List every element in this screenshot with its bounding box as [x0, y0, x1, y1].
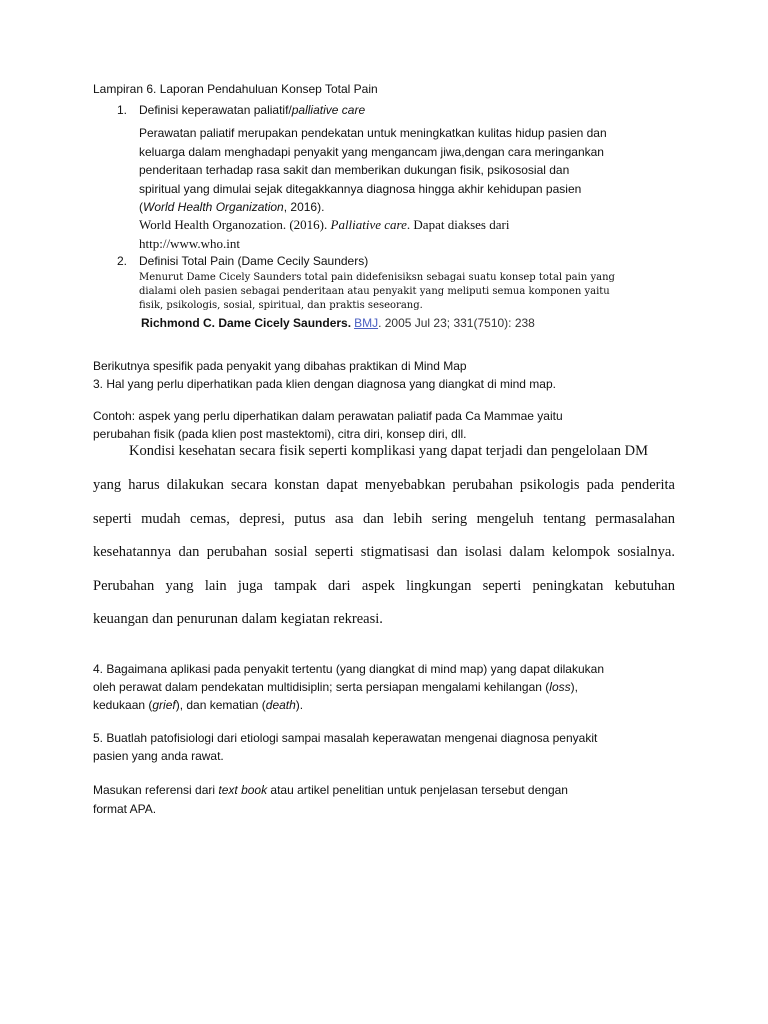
paragraph-line: Perubahan yang lain juga tampak dari aspek lingkungan seperti peningkatan kebutuhan — [93, 578, 675, 594]
item2-number: 2. — [117, 254, 128, 268]
item2-body-line: dialami oleh pasien sebagai penderitaan atau penyakit yang meliputi semua komponen yaitu — [139, 286, 610, 297]
item4-line: 4. Bagaimana aplikasi pada penyakit tertentu (yang diangkat di mind map) yang dapat dilakukan — [93, 662, 604, 676]
bmj-link[interactable]: BMJ — [354, 316, 379, 330]
item1-title-italic: palliative care — [291, 103, 366, 117]
paragraph-line: Kondisi kesehatan secara fisik seperti komplikasi yang dapat terjadi dan pengelolaan DM — [129, 443, 649, 459]
item5-line: 5. Buatlah patofisiologi dari etiologi sampai masalah keperawatan mengenai diagnosa penyakit — [93, 731, 598, 745]
item1-number: 1. — [117, 103, 128, 117]
item1-body-line: keluarga dalam menghadapi penyakit yang mengancam jiwa,dengan cara meringankan — [139, 145, 604, 159]
item2-body-line: fisik, psikologis, sosial, spiritual, dan praktis seseorang. — [139, 300, 423, 311]
item1-body-line: penderitaan terhadap rasa sakit dan memberikan dukungan fisik, psikososial dan — [139, 163, 570, 177]
item1-reference-url: http://www.who.int — [139, 236, 240, 251]
references-line: Masukan referensi dari text book atau artikel penelitian untuk penjelasan tersebut dengan — [93, 783, 568, 797]
example-line: Contoh: aspek yang perlu diperhatikan dalam perawatan paliatif pada Ca Mammae yaitu — [93, 409, 563, 423]
citation-italic: World Health Organization — [143, 200, 284, 214]
item1-body-line: Perawatan paliatif merupakan pendekatan untuk meningkatkan kulitas hidup pasien dan — [139, 126, 607, 140]
paragraph-line: kesehatannya dan perubahan sosial seperti stigmatisasi dan isolasi dalam kelompok sosialnya. — [93, 544, 675, 560]
references-line: format APA. — [93, 802, 157, 816]
item3-text: 3. Hal yang perlu diperhatikan pada klien dengan diagnosa yang diangkat di mind map. — [93, 377, 556, 391]
item2-reference: Richmond C. Dame Cicely Saunders. BMJ. 2005 Jul 23; 331(7510): 238 — [141, 316, 535, 330]
item1-reference: World Health Organozation. (2016). Palliative care. Dapat diakses dari — [139, 217, 510, 232]
item4-line: oleh perawat dalam pendekatan multidisiplin; serta persiapan mengalami kehilangan (loss), — [93, 680, 578, 694]
reference-italic: Palliative care — [330, 217, 407, 232]
paragraph-line: yang harus dilakukan secara konstan dapat menyebabkan perubahan psikologis pada penderita — [93, 477, 675, 493]
item1-title — [117, 101, 365, 119]
section-intro: Berikutnya spesifik pada penyakit yang dibahas praktikan di Mind Map — [93, 359, 467, 373]
document-heading: Lampiran 6. Laporan Pendahuluan Konsep Total Pain — [93, 82, 378, 96]
item4-line: kedukaan (grief), dan kematian (death). — [93, 698, 304, 712]
paragraph-line: keuangan dan penurunan dalam kegiatan rekreasi. — [93, 611, 383, 627]
item5-line: pasien yang anda rawat. — [93, 749, 224, 763]
example-line: perubahan fisik (pada klien post mastektomi), citra diri, konsep diri, dll. — [93, 427, 467, 441]
paragraph-line: seperti mudah cemas, depresi, putus asa dan lebih sering mengeluh tentang permasalahan — [93, 511, 675, 527]
item2-title: 2. Definisi Total Pain (Dame Cecily Saunders) — [117, 254, 369, 268]
item1-body-line: spiritual yang dimulai sejak ditegakkannya diagnosa hingga akhir kehidupan pasien — [139, 182, 582, 196]
item1-title-prefix: Definisi keperawatan paliatif/ — [139, 103, 292, 117]
item1-citation: (World Health Organization, 2016). — [139, 200, 325, 214]
item2-body-line: Menurut Dame Cicely Saunders total pain didefenisiksn sebagai suatu konsep total pain yang — [139, 272, 615, 283]
